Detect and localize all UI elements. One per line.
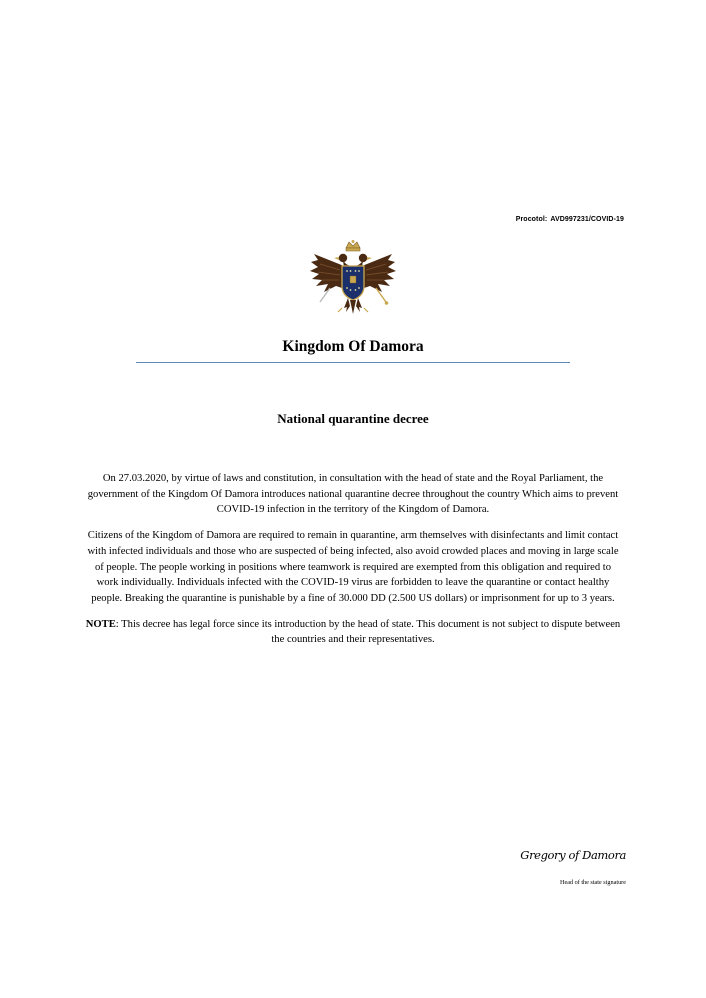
protocol-number: AVD997231/COVID-19 [550, 216, 624, 223]
decree-note [84, 617, 622, 648]
protocol-line [500, 216, 624, 223]
header-divider [136, 362, 570, 363]
decree-paragraph-1: On 27.03.2020, by virtue of laws and constitution, in consultation with the head of state and the Royal Parliament, the government of the Kingdom Of Damora introduces national quarantine decree throughout the country Which aims to prevent COVID-19 infection in the territory of the Kingdom of Damora. [87, 473, 619, 516]
note-label: NOTE [85, 618, 116, 630]
signature-caption: Head of the state signature [560, 879, 626, 886]
signature: Gregory of Damora [520, 848, 626, 862]
emblem-graphic [306, 238, 400, 324]
decree-paragraph-2: Citizens of the Kingdom of Damora are required to remain in quarantine, arm themselves with disinfectants and limit contact with infected individuals and those who are suspected of being infected, also avoid crowded places and moving in large scale of people. The people working in positions where teamwork is required are exempted from this obligation and required to work individually. Individuals infected with the COVID-19 virus are forbidden to leave the quarantine or contact healthy people. Breaking the quarantine is punishable by a fine of 30.000 DD (2.500 US dollars) or imprisonment for up to 3 years. [87, 530, 619, 604]
kingdom-title: Kingdom Of Damora [282, 338, 424, 355]
decree-body [84, 471, 622, 658]
note-text: : This decree has legal force since its introduction by the head of state. This document is not subject to dispute between the countries and their representatives. [115, 618, 621, 646]
decree-title: National quarantine decree [277, 411, 429, 426]
double-headed-eagle-crest-icon [306, 238, 400, 324]
protocol-label: Procotol: [515, 216, 548, 223]
